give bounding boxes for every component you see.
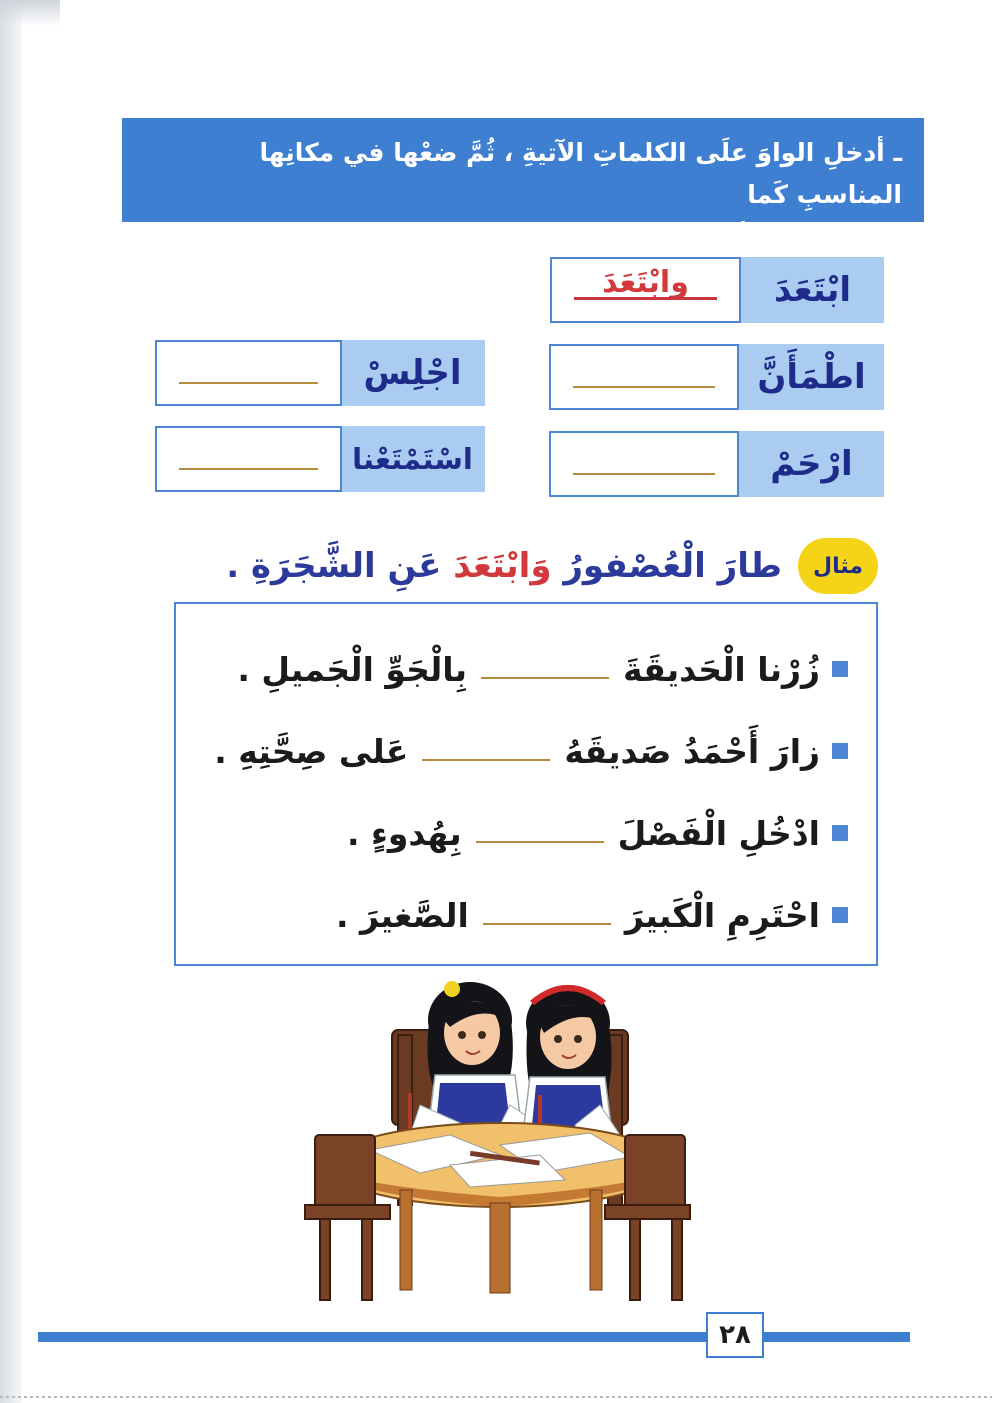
answer-blank-3 bbox=[179, 382, 318, 384]
answer-blank-2 bbox=[573, 386, 715, 388]
bullet-icon bbox=[832, 907, 848, 923]
sentence-2-after: عَلى صِحَّتِهِ . bbox=[214, 731, 409, 771]
sentence-3-after: بِهُدوءٍ . bbox=[346, 813, 462, 853]
bullet-icon bbox=[832, 825, 848, 841]
answer-blank-5 bbox=[179, 468, 318, 470]
answer-box-2[interactable] bbox=[549, 344, 739, 410]
answer-box-1[interactable] bbox=[550, 257, 741, 323]
instruction-banner bbox=[122, 118, 924, 251]
girls-studying-illustration bbox=[300, 975, 700, 1305]
sentence-1-blank[interactable] bbox=[481, 677, 609, 679]
answer-underline-1 bbox=[574, 297, 717, 300]
sentence-4-before: احْتَرِمِ الْكَبيرَ bbox=[624, 895, 820, 935]
sentence-1-after: بِالْجَوِّ الْجَميلِ . bbox=[237, 649, 468, 689]
example-highlight: وَابْتَعَدَ bbox=[453, 546, 552, 586]
sentence-4-after: الصَّغيرَ . bbox=[335, 895, 469, 935]
answer-box-3[interactable] bbox=[155, 340, 342, 406]
sentence-3-blank[interactable] bbox=[476, 841, 604, 843]
page-corner-shadow bbox=[0, 0, 60, 26]
sentence-4-blank[interactable] bbox=[483, 923, 611, 925]
page-number: ٢٨ bbox=[706, 1312, 764, 1358]
sentence-row-3 bbox=[347, 808, 848, 858]
answer-blank-4 bbox=[573, 473, 715, 475]
bullet-icon bbox=[832, 743, 848, 759]
sentence-2-before: زارَ أَحْمَدُ صَديقَهُ bbox=[564, 731, 820, 771]
sentence-row-2 bbox=[214, 726, 848, 776]
word-label-1: ابْتَعَدَ bbox=[741, 257, 884, 323]
instruction-line-1: ـ أدخلِ الواوَ علَى الكلماتِ الآتيةِ ، ثُمَّ ضعْها في مكانِها المناسبِ كَما bbox=[259, 138, 902, 209]
scan-edge bbox=[0, 1396, 992, 1398]
word-label-4: ارْحَمْ bbox=[739, 431, 884, 497]
word-label-5: اسْتَمْتَعْنا bbox=[340, 426, 485, 492]
word-label-2: اطْمَأَنَّ bbox=[739, 344, 884, 410]
example-before: طارَ الْعُصْفورُ bbox=[563, 546, 782, 586]
example-sentence bbox=[220, 538, 782, 594]
word-label-3: اجْلِسْ bbox=[340, 340, 485, 406]
sentence-1-before: زُرْنا الْحَديقَةَ bbox=[623, 649, 820, 689]
answer-word-1: وابْتَعَدَ bbox=[602, 265, 689, 300]
sentences-box bbox=[174, 602, 878, 966]
answer-box-5[interactable] bbox=[155, 426, 342, 492]
answer-box-4[interactable] bbox=[549, 431, 739, 497]
bullet-icon bbox=[832, 661, 848, 677]
sentence-row-1 bbox=[237, 644, 848, 694]
sentence-3-before: ادْخُلِ الْفَصْلَ bbox=[617, 813, 820, 853]
instruction-line-2: في المثالِ الأوّلِ : bbox=[683, 222, 902, 251]
sentence-2-blank[interactable] bbox=[422, 759, 550, 761]
example-after: عَنِ الشَّجَرَةِ . bbox=[226, 546, 442, 586]
page-edge-shadow bbox=[0, 0, 22, 1403]
footer-bar bbox=[38, 1332, 910, 1342]
example-badge: مثال bbox=[798, 538, 878, 594]
sentence-row-4 bbox=[336, 890, 848, 940]
